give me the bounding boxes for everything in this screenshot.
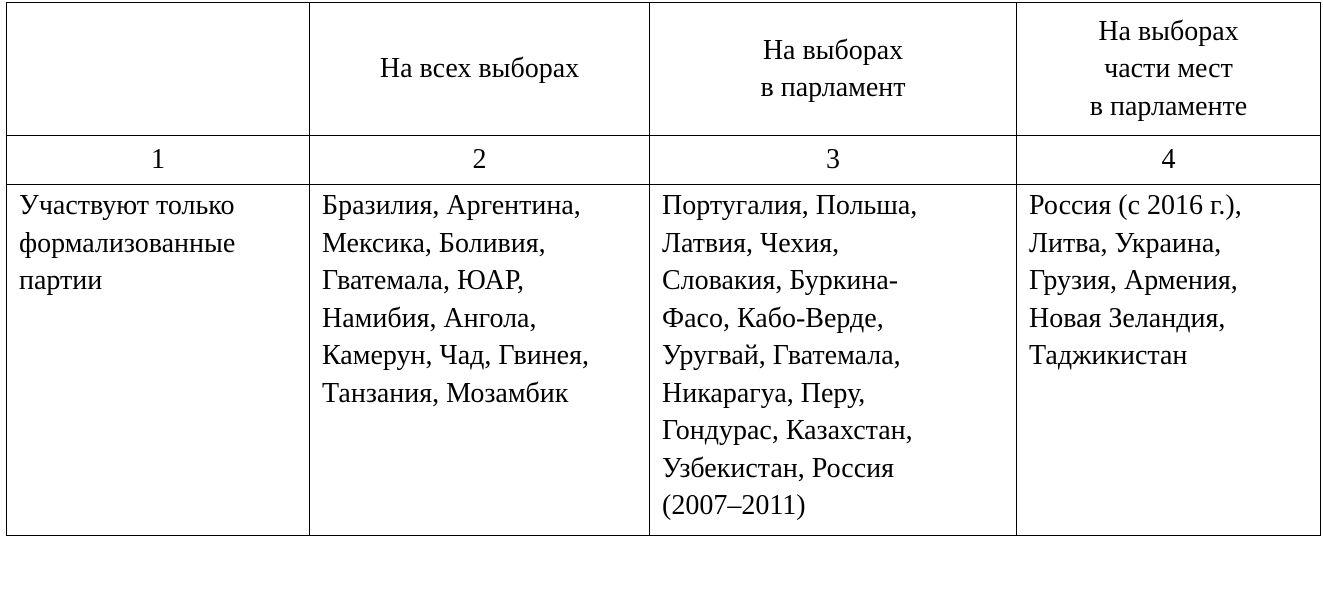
country-line: Намибия, Ангола, (322, 302, 537, 334)
country-line: Уругвай, Гватемала, (662, 340, 901, 371)
country-line: Танзания, Мозамбик (322, 377, 569, 409)
country-line: Россия (с 2016 г.), (1029, 190, 1242, 221)
header-line: части мест (1104, 53, 1233, 85)
table-row (7, 185, 1321, 536)
country-line: Узбекистан, Россия (662, 452, 895, 484)
country-line: Бразилия, Аргентина, (322, 190, 581, 221)
header-cell-all-elections (310, 3, 650, 136)
country-line: (2007–2011) (662, 490, 806, 521)
header-cell-partial-seats-elections (1017, 3, 1321, 136)
column-number: 1 (7, 136, 310, 185)
column-number: 3 (650, 136, 1017, 185)
countries-all-elections-cell (310, 185, 650, 536)
country-line: Словакия, Буркина- (662, 265, 899, 296)
row-label-line: партии (19, 265, 103, 296)
country-line: Таджикистан (1029, 340, 1188, 371)
row-label-cell (7, 185, 310, 536)
elections-table (6, 2, 1321, 536)
country-line: Латвия, Чехия, (662, 227, 840, 259)
country-line: Португалия, Польша, (662, 190, 918, 221)
country-line: Камерун, Чад, Гвинея, (322, 340, 589, 371)
header-line: На выборах (1098, 15, 1239, 47)
header-row (7, 3, 1321, 136)
country-line: Грузия, Армения, (1029, 265, 1238, 296)
header-cell-parliament-elections (650, 3, 1017, 136)
header-line: в парламент (760, 72, 906, 103)
column-number-row (7, 136, 1321, 185)
country-line: Литва, Украина, (1029, 227, 1222, 259)
column-number: 2 (310, 136, 650, 185)
header-line: На выборах (762, 34, 904, 66)
header-line: в парламенте (1089, 90, 1248, 122)
countries-partial-seats-cell (1017, 185, 1321, 536)
row-label-line: формализованные (19, 227, 236, 259)
country-line: Гондурас, Казахстан, (662, 415, 913, 446)
country-line: Мексика, Боливия, (322, 227, 546, 259)
country-line: Новая Зеландия, (1029, 302, 1226, 334)
country-line: Никарагуа, Перу, (662, 377, 866, 409)
column-number: 4 (1017, 136, 1321, 185)
country-line: Гватемала, ЮАР, (322, 265, 524, 296)
header-cell-empty (7, 3, 310, 136)
header-line: На всех выборах (379, 53, 580, 85)
country-line: Фасо, Кабо-Верде, (662, 302, 884, 334)
row-label-line: Участвуют только (19, 190, 235, 221)
countries-parliament-cell (650, 185, 1017, 536)
